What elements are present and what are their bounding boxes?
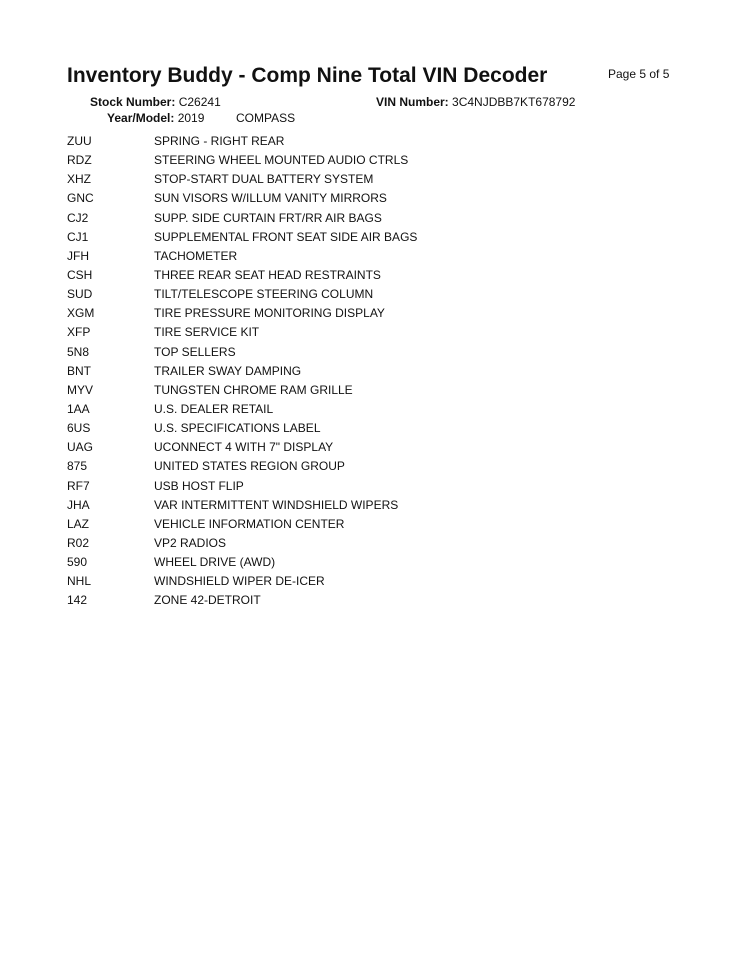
option-code: RF7: [67, 478, 90, 493]
option-code: MYV: [67, 382, 94, 397]
option-description: SPRING - RIGHT REAR: [154, 134, 285, 148]
option-description: SUPPLEMENTAL FRONT SEAT SIDE AIR BAGS: [154, 229, 418, 244]
list-item: [67, 247, 627, 266]
stock-number: [90, 95, 221, 109]
option-description: WINDSHIELD WIPER DE-ICER: [154, 574, 325, 589]
list-item: [67, 534, 627, 553]
list-item: [67, 170, 627, 189]
list-item: [67, 381, 627, 400]
option-code: NHL: [67, 574, 92, 589]
option-code: XHZ: [67, 172, 91, 187]
list-item: [67, 209, 627, 228]
document-title: Inventory Buddy - Comp Nine Total VIN Decoder: [67, 64, 548, 87]
option-code: JHA: [67, 497, 90, 512]
page-number: Page 5 of 5: [608, 67, 670, 81]
option-code: GNC: [67, 191, 94, 206]
option-description: VP2 RADIOS: [154, 535, 227, 550]
option-code: UAG: [67, 440, 94, 455]
option-code: BNT: [67, 363, 91, 378]
option-code: 590: [67, 555, 88, 570]
list-item: [67, 189, 627, 208]
option-description: U.S. SPECIFICATIONS LABEL: [154, 421, 321, 436]
option-description: TIRE PRESSURE MONITORING DISPLAY: [154, 306, 385, 321]
list-item: [67, 477, 627, 496]
option-description: TOP SELLERS: [154, 344, 236, 359]
option-description: THREE REAR SEAT HEAD RESTRAINTS: [154, 267, 381, 282]
list-item: [67, 438, 627, 457]
list-item: [67, 132, 627, 151]
option-description: UNITED STATES REGION GROUP: [154, 459, 345, 474]
option-description: UCONNECT 4 WITH 7" DISPLAY: [154, 440, 334, 455]
year-value: 2019: [177, 111, 205, 125]
list-item: [67, 572, 627, 591]
vin-number: [376, 95, 575, 109]
option-code: 875: [67, 459, 88, 474]
option-code: 6US: [67, 421, 91, 436]
option-code: 1AA: [67, 401, 90, 416]
list-item: [67, 228, 627, 247]
list-item: [67, 419, 627, 438]
option-code: JFH: [67, 248, 89, 263]
year-model-label: Year/Model:: [107, 111, 175, 125]
option-code: CSH: [67, 267, 93, 282]
option-description: TACHOMETER: [154, 248, 238, 263]
option-description: TRAILER SWAY DAMPING: [154, 363, 302, 378]
option-description: TILT/TELESCOPE STEERING COLUMN: [154, 287, 374, 302]
option-description: TUNGSTEN CHROME RAM GRILLE: [154, 382, 353, 397]
list-item: [67, 151, 627, 170]
option-description: WHEEL DRIVE (AWD): [154, 555, 276, 570]
year-model: [107, 111, 204, 125]
option-code: SUD: [67, 287, 93, 302]
list-item: [67, 457, 627, 476]
vin-number-value: 3C4NJDBB7KT678792: [452, 95, 576, 109]
option-description: VAR INTERMITTENT WINDSHIELD WIPERS: [154, 497, 399, 512]
list-item: [67, 515, 627, 534]
list-item: [67, 400, 627, 419]
option-description: USB HOST FLIP: [154, 478, 244, 493]
option-code: XFP: [67, 325, 91, 340]
list-item: [67, 362, 627, 381]
option-code: LAZ: [67, 516, 90, 531]
option-code-list: [67, 132, 627, 611]
list-item: [67, 553, 627, 572]
list-item: [67, 266, 627, 285]
option-description: SUPP. SIDE CURTAIN FRT/RR AIR BAGS: [154, 210, 382, 225]
model-value: COMPASS: [236, 111, 296, 125]
option-description: STOP-START DUAL BATTERY SYSTEM: [154, 172, 374, 187]
vin-number-label: VIN Number:: [376, 95, 449, 109]
list-item: [67, 343, 627, 362]
option-code: RDZ: [67, 153, 92, 168]
stock-number-label: Stock Number:: [90, 95, 176, 109]
option-code: CJ2: [67, 210, 89, 225]
list-item: [67, 304, 627, 323]
option-description: STEERING WHEEL MOUNTED AUDIO CTRLS: [154, 153, 409, 168]
option-code: XGM: [67, 306, 95, 321]
list-item: [67, 496, 627, 515]
option-code: R02: [67, 535, 90, 550]
option-code: CJ1: [67, 229, 89, 244]
option-code: 142: [67, 593, 88, 608]
option-code: ZUU: [67, 134, 92, 148]
list-item: [67, 285, 627, 304]
option-description: SUN VISORS W/ILLUM VANITY MIRRORS: [154, 191, 387, 206]
option-description: TIRE SERVICE KIT: [154, 325, 260, 340]
option-description: U.S. DEALER RETAIL: [154, 401, 274, 416]
option-description: ZONE 42-DETROIT: [154, 593, 261, 608]
option-code: 5N8: [67, 344, 90, 359]
stock-number-value: C26241: [178, 95, 221, 109]
list-item: [67, 591, 627, 610]
option-description: VEHICLE INFORMATION CENTER: [154, 516, 345, 531]
list-item: [67, 323, 627, 342]
